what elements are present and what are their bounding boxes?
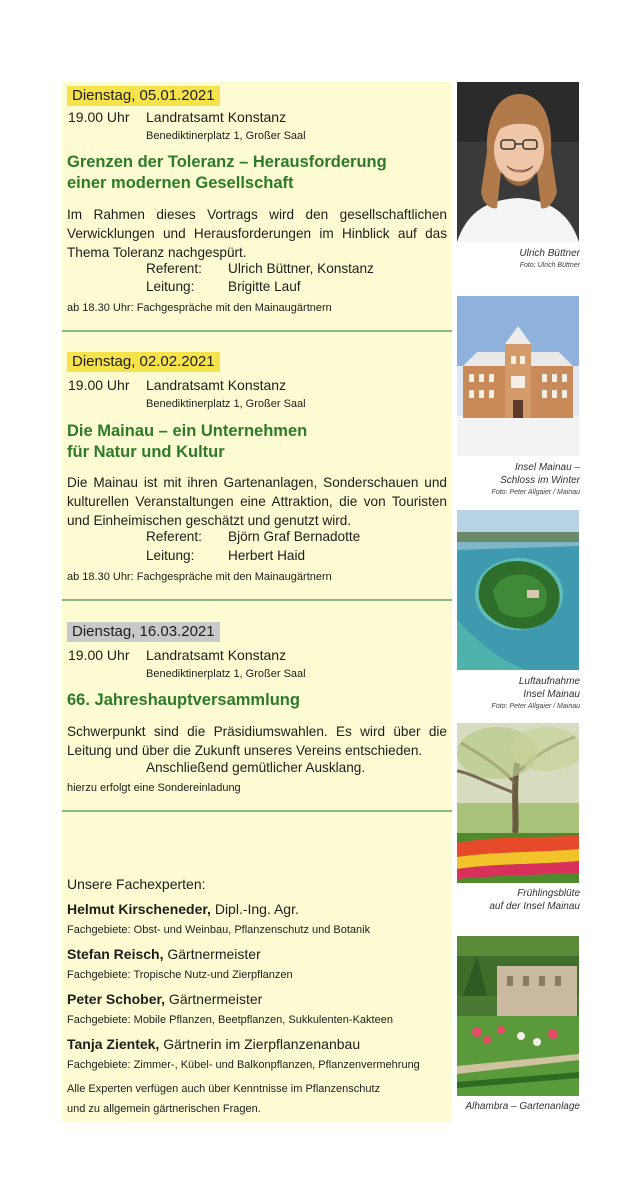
lead-name: Herbert Haid bbox=[228, 548, 306, 563]
photo-caption-line2: Schloss im Winter bbox=[500, 475, 580, 486]
event-date: Dienstag, 16.03.2021 bbox=[67, 622, 220, 642]
alhambra-garden-photo bbox=[457, 936, 579, 1096]
event-title: Die Mainau – ein Unternehmen bbox=[67, 422, 308, 440]
expert-name: Tanja Zientek, bbox=[67, 1036, 160, 1052]
event-title: 66. Jahreshauptversammlung bbox=[67, 691, 300, 709]
experts-footer-line2: und zu allgemein gärtnerischen Fragen. bbox=[67, 1103, 261, 1115]
spring-bloom-photo bbox=[457, 723, 579, 883]
portrait-photo bbox=[457, 82, 579, 242]
event-time: 19.00 Uhr bbox=[68, 109, 130, 125]
photo-caption: Insel Mainau – bbox=[514, 462, 580, 473]
expert-title: Gärtnermeister bbox=[165, 991, 263, 1007]
event-note: ab 18.30 Uhr: Fachgespräche mit den Mainaugärtnern bbox=[67, 571, 332, 583]
event-venue: Landratsamt Konstanz bbox=[146, 647, 287, 663]
expert-name: Peter Schober, bbox=[67, 991, 166, 1007]
section-divider bbox=[62, 599, 452, 601]
speaker-label: Referent: bbox=[146, 261, 202, 276]
event-address: Benediktinerplatz 1, Großer Saal bbox=[146, 398, 306, 410]
program-panel bbox=[62, 82, 452, 1122]
event-time: 19.00 Uhr bbox=[68, 647, 130, 663]
expert-name-line bbox=[67, 946, 261, 962]
expert-fields: Fachgebiete: Mobile Pflanzen, Beetpflanzen, Sukkulenten-Kakteen bbox=[67, 1014, 393, 1026]
expert-name: Stefan Reisch, bbox=[67, 946, 164, 962]
lead-name: Brigitte Lauf bbox=[228, 279, 301, 294]
event-description: Im Rahmen dieses Vortrags wird den gesellschaftlichen Verwicklungen und Herausforderungen im Hinblick auf das Thema Toleranz nachgespürt. bbox=[67, 207, 447, 260]
photo-caption-line2: auf der Insel Mainau bbox=[489, 901, 580, 912]
expert-title: Dipl.-Ing. Agr. bbox=[210, 901, 299, 917]
event-description: Schwerpunkt sind die Präsidiumswahlen. Es wird über die Leitung und über die Zukunft unseres Vereins entschieden. bbox=[67, 724, 447, 758]
event-title-line2: für Natur und Kultur bbox=[67, 443, 225, 461]
experts-footer: Alle Experten verfügen auch über Kenntnisse im Pflanzenschutz bbox=[67, 1083, 381, 1095]
event-title-line2: einer modernen Gesellschaft bbox=[67, 174, 294, 192]
lead-label: Leitung: bbox=[146, 548, 195, 563]
photo-caption: Ulrich Büttner bbox=[519, 248, 580, 259]
event-note: ab 18.30 Uhr: Fachgespräche mit den Mainaugärtnern bbox=[67, 302, 332, 314]
event-address: Benediktinerplatz 1, Großer Saal bbox=[146, 130, 306, 142]
event-note: hierzu erfolgt eine Sondereinladung bbox=[67, 782, 241, 794]
expert-name: Helmut Kirscheneder, bbox=[67, 901, 211, 917]
aerial-island-photo bbox=[457, 510, 579, 670]
event-venue: Landratsamt Konstanz bbox=[146, 377, 287, 393]
event-closing: Anschließend gemütlicher Ausklang. bbox=[146, 760, 366, 775]
event-date: Dienstag, 05.01.2021 bbox=[67, 86, 220, 106]
section-divider bbox=[62, 810, 452, 812]
expert-name-line bbox=[67, 991, 262, 1007]
expert-name-line bbox=[67, 1036, 360, 1052]
expert-fields: Fachgebiete: Zimmer-, Kübel- und Balkonpflanzen, Pflanzenvermehrung bbox=[67, 1059, 420, 1071]
expert-name-line bbox=[67, 901, 299, 917]
photo-credit: Foto: Peter Allgaier / Mainau bbox=[491, 703, 580, 710]
speaker-name: Ulrich Büttner, Konstanz bbox=[228, 261, 374, 276]
expert-title: Gärtnermeister bbox=[163, 946, 261, 962]
castle-winter-photo bbox=[457, 296, 579, 456]
photo-credit: Foto: Ulrich Büttner bbox=[519, 262, 580, 269]
photo-caption: Alhambra – Gartenanlage bbox=[465, 1101, 580, 1112]
expert-fields: Fachgebiete: Obst- und Weinbau, Pflanzenschutz und Botanik bbox=[67, 924, 371, 936]
event-venue: Landratsamt Konstanz bbox=[146, 109, 287, 125]
experts-heading: Unsere Fachexperten: bbox=[67, 876, 206, 892]
speaker-name: Björn Graf Bernadotte bbox=[228, 529, 361, 544]
section-divider bbox=[62, 330, 452, 332]
expert-fields: Fachgebiete: Tropische Nutz-und Zierpflanzen bbox=[67, 969, 293, 981]
photo-caption: Frühlingsblüte bbox=[517, 888, 580, 899]
event-date: Dienstag, 02.02.2021 bbox=[67, 352, 220, 372]
lead-label: Leitung: bbox=[146, 279, 195, 294]
event-time: 19.00 Uhr bbox=[68, 377, 130, 393]
photo-credit: Foto: Peter Allgaier / Mainau bbox=[491, 489, 580, 496]
expert-title: Gärtnerin im Zierpflanzenanbau bbox=[159, 1036, 361, 1052]
photo-caption-line2: Insel Mainau bbox=[523, 689, 580, 700]
speaker-label: Referent: bbox=[146, 529, 202, 544]
event-description: Die Mainau ist mit ihren Gartenanlagen, Sonderschauen und kulturellen Veranstaltungen eine Attraktion, die von Touristen und Einheimischen geschätzt und genutzt wird. bbox=[67, 475, 447, 528]
photo-caption: Luftaufnahme bbox=[518, 676, 580, 687]
event-address: Benediktinerplatz 1, Großer Saal bbox=[146, 668, 306, 680]
event-title: Grenzen der Toleranz – Herausforderung bbox=[67, 153, 387, 171]
